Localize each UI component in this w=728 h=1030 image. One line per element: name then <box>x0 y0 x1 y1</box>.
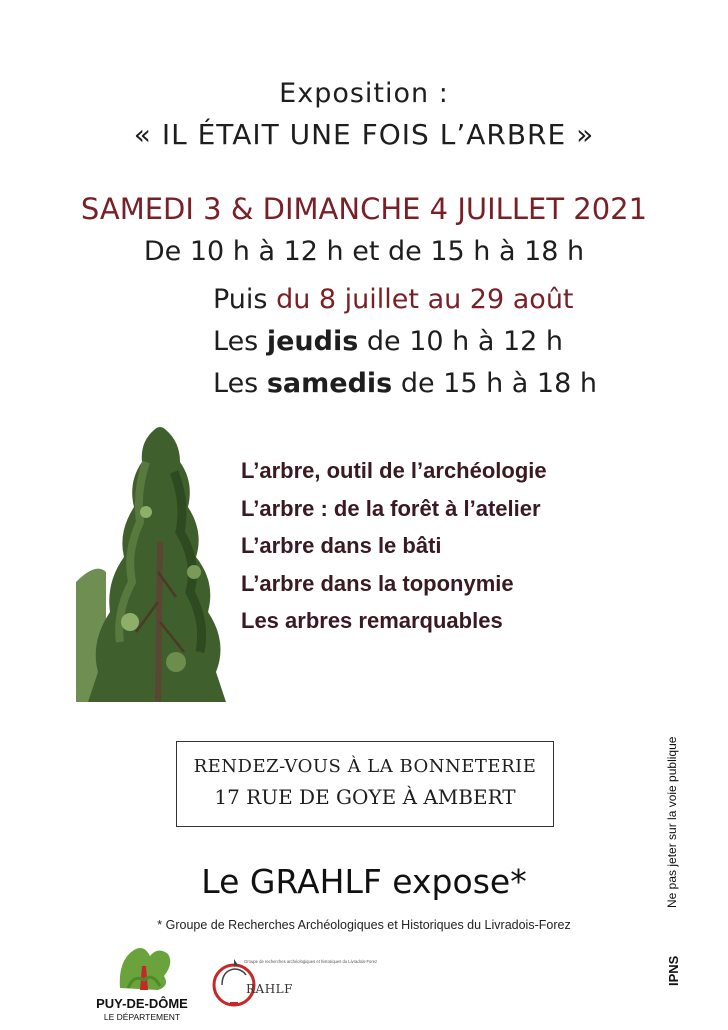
side-notice: Ne pas jeter sur la voie publique <box>665 736 679 908</box>
theme-item: L’arbre dans le bâti <box>241 533 442 558</box>
sequoia-tree-photo <box>76 422 236 702</box>
schedule-thursdays <box>213 326 563 357</box>
svg-text:Groupe de recherches archéolog <box>244 959 377 964</box>
puy-de-dome-name: PUY-DE-DÔME <box>96 996 188 1011</box>
exhibition-label: Exposition : <box>279 78 449 109</box>
grahlf-tagline: Groupe de recherches archéologiques et historiques du Livradois-Forez <box>244 959 378 964</box>
schedule-puis <box>213 284 574 315</box>
main-dates: SAMEDI 3 & DIMANCHE 4 JUILLET 2021 <box>80 192 648 226</box>
schedule-puis-range: du 8 juillet au 29 août <box>276 284 574 315</box>
exhibition-title: « IL ÉTAIT UNE FOIS L’ARBRE » <box>133 118 595 151</box>
grahlf-logo <box>212 945 378 1019</box>
main-hours: De 10 h à 12 h et de 15 h à 18 h <box>143 236 585 267</box>
footnote: * Groupe de Recherches Archéologiques et Historiques du Livradois-Forez <box>157 918 571 932</box>
grahlf-name: RAHLF <box>246 982 293 996</box>
schedule-thursdays-day: jeudis <box>266 326 359 357</box>
schedule-saturdays-prefix: Les <box>213 368 267 399</box>
schedule-saturdays-hours: de 15 h à 18 h <box>392 368 597 399</box>
puy-de-dome-logo <box>88 940 196 1022</box>
schedule-thursdays-hours: de 10 h à 12 h <box>358 326 564 357</box>
theme-item: L’arbre, outil de l’archéologie <box>241 458 547 483</box>
schedule-saturdays <box>213 368 597 399</box>
schedule-thursdays-prefix: Les <box>213 326 267 357</box>
theme-item: L’arbre : de la forêt à l’atelier <box>241 495 541 521</box>
schedule-puis-prefix: Puis <box>213 284 277 315</box>
puy-de-dome-sub: LE DÉPARTEMENT <box>103 1012 181 1022</box>
theme-item: L’arbre dans la toponymie <box>241 570 514 596</box>
rendezvous-venue: RENDEZ-VOUS À LA BONNETERIE <box>193 756 537 777</box>
ipns-mark: IPNS <box>666 955 681 986</box>
theme-item: Les arbres remarquables <box>241 608 503 633</box>
grahlf-expose-heading: Le GRAHLF expose* <box>201 862 527 901</box>
rendezvous-address: 17 RUE DE GOYE À AMBERT <box>214 785 516 809</box>
themes-list <box>241 452 547 640</box>
schedule-saturdays-day: samedis <box>266 368 393 399</box>
rendezvous-box <box>176 741 554 827</box>
